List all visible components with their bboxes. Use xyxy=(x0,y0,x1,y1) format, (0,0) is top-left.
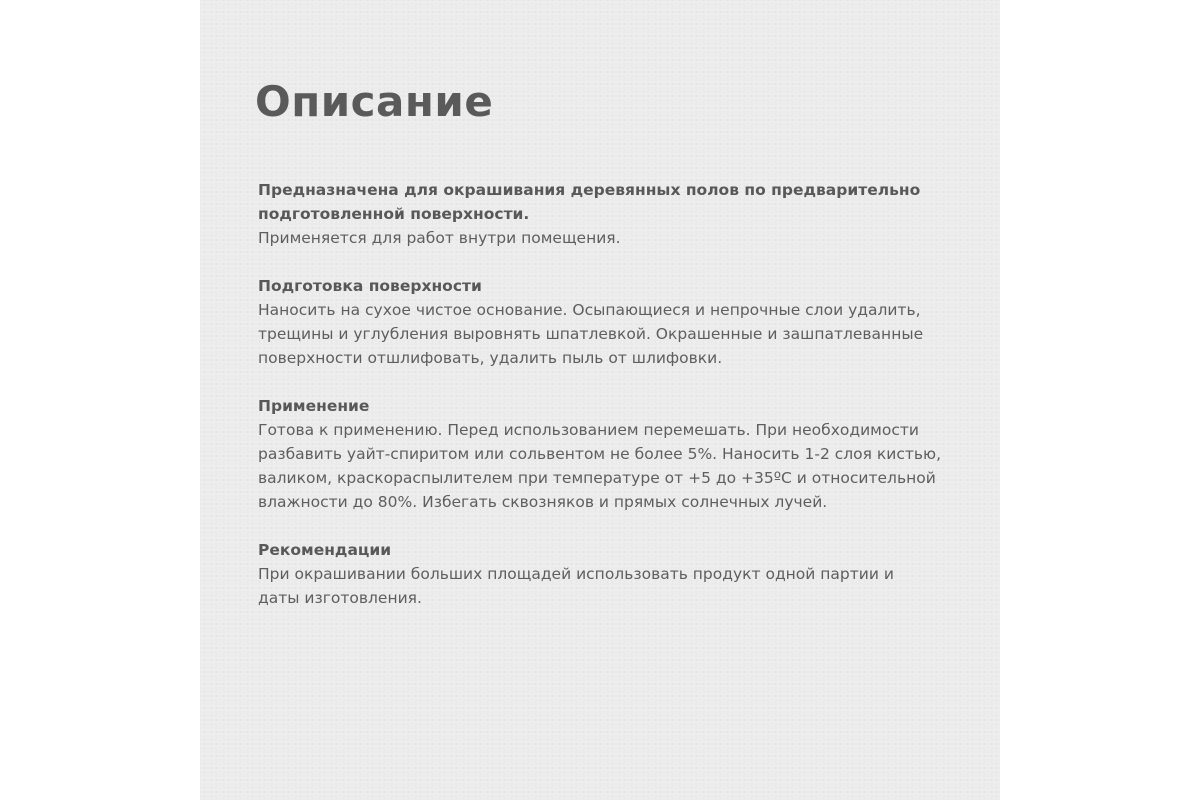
description-card xyxy=(200,0,1000,800)
section-heading: Рекомендации xyxy=(258,541,392,559)
section-surface-preparation xyxy=(258,274,958,370)
section-line: валиком, краскораспылителем при температуре от +5 до +35ºС и относительной xyxy=(258,469,936,487)
section-heading: Применение xyxy=(258,397,370,415)
section-line: При окрашивании больших площадей использовать продукт одной партии и xyxy=(258,565,894,583)
section-line: разбавить уайт-спиритом или сольвентом не более 5%. Наносить 1-2 слоя кистью, xyxy=(258,445,941,463)
intro-text: Применяется для работ внутри помещения. xyxy=(258,229,621,247)
section-application xyxy=(258,394,958,514)
section-line: Наносить на сухое чистое основание. Осыпающиеся и непрочные слои удалить, xyxy=(258,301,921,319)
page-title: Описание xyxy=(255,77,494,126)
section-line: поверхности отшлифовать, удалить пыль от шлифовки. xyxy=(258,349,723,367)
intro-block xyxy=(258,178,958,250)
section-line: Готова к применению. Перед использованием перемешать. При необходимости xyxy=(258,421,919,439)
intro-bold-line: Предназначена для окрашивания деревянных полов по предварительно xyxy=(258,181,921,199)
intro-bold-line: подготовленной поверхности. xyxy=(258,205,530,223)
section-line: трещины и углубления выровнять шпатлевкой. Окрашенные и зашпатлеванные xyxy=(258,325,924,343)
section-line: влажности до 80%. Избегать сквозняков и прямых солнечных лучей. xyxy=(258,493,828,511)
section-recommendations xyxy=(258,538,958,610)
description-content xyxy=(258,178,958,634)
section-heading: Подготовка поверхности xyxy=(258,277,482,295)
section-line: даты изготовления. xyxy=(258,589,422,607)
